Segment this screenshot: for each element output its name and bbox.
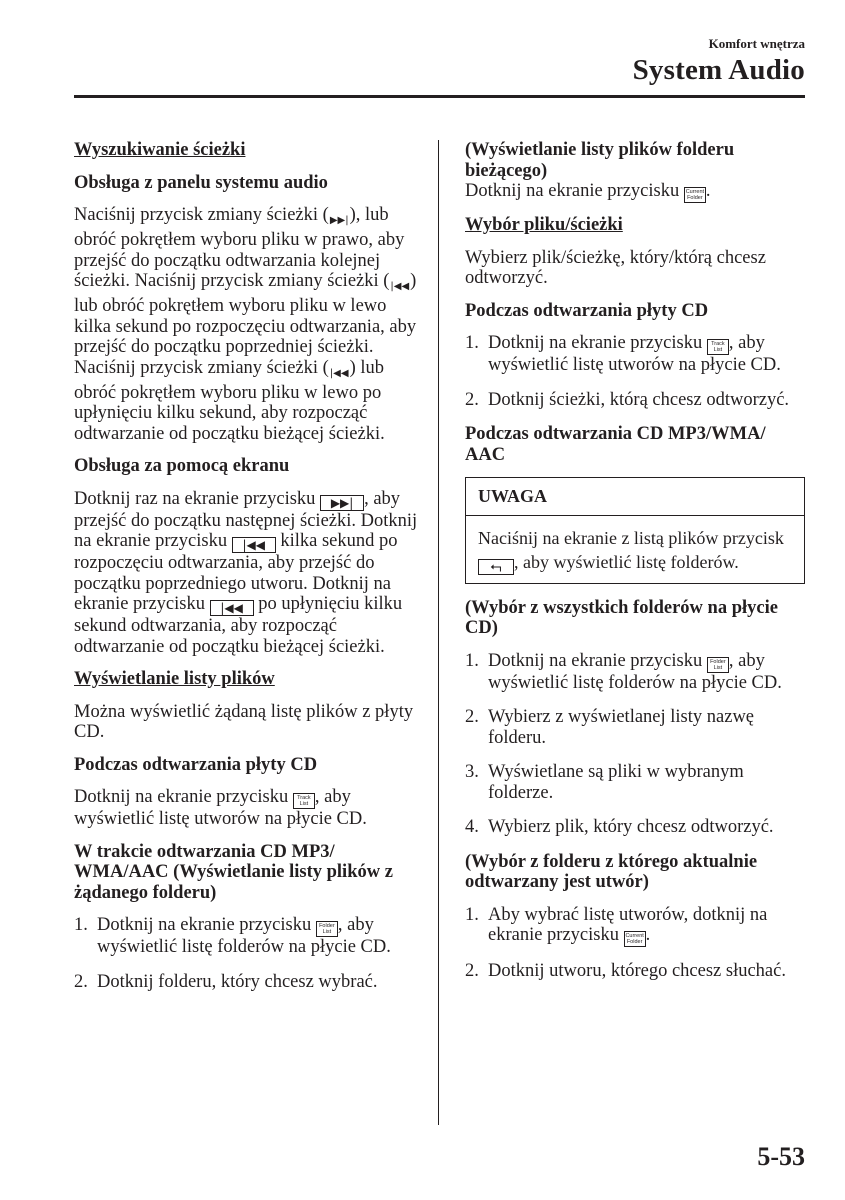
heading-track-search: Wyszukiwanie ścieżki: [74, 140, 246, 160]
note-box: [465, 477, 805, 584]
heading-cd-playback-right: Podczas odtwarzania płyty CD: [465, 300, 709, 321]
prev-track-icon: |◀◀: [390, 281, 410, 292]
list-item: 3. Wyświetlane są pliki w wybranym folderze.: [465, 762, 744, 803]
paragraph-file-list: Można wyświetlić żądaną listę plików z płyty CD.: [74, 701, 414, 742]
list-item: 2. Dotknij ścieżki, którą chcesz odtworzyć.: [465, 389, 790, 410]
heading-file-selection: Wybór pliku/ścieżki: [465, 215, 623, 235]
paragraph-panel-operation: Naciśnij przycisk zmiany ścieżki (▶▶|), lub obróć pokrętłem wyboru pliku w prawo, aby przejść do początku odtwarzania kolejnej ścieżki. Naciśnij przycisk zmiany ścieżki (|◀◀) lub obróć pokrętłem wyboru pliku w lewo kilka sekund po rozpoczęciu odtwarzania, aby przejść do początku poprzedniej ścieżki. Naciśnij przycisk zmiany ścieżki (|◀◀) lub obróć pokrętłem wyboru pliku w lewo po upłynięciu kilku sekund, aby rozpocząć odtwarzanie od początku bieżącej ścieżki.: [74, 205, 417, 444]
next-track-button-icon: ▶▶|: [320, 495, 364, 511]
list-item: 2. Dotknij folderu, który chcesz wybrać.: [74, 971, 378, 992]
steps-list: [465, 905, 805, 982]
left-column: [74, 140, 424, 1006]
list-item: 1. Dotknij na ekranie przycisku Folder List , aby wyświetlić listę folderów na płycie CD.: [74, 915, 391, 957]
heading-mp3-playback: Podczas odtwarzania CD MP3/WMA/ AAC: [465, 424, 766, 465]
list-item: 1. Aby wybrać listę utworów, dotknij na ekranie przycisku Current Folder .: [465, 904, 768, 945]
paragraph-current-folder: Dotknij na ekranie przycisku Current Folder .: [465, 181, 711, 201]
folder-list-icon: Folder List: [316, 921, 338, 937]
current-folder-icon: Current Folder: [625, 933, 644, 945]
track-list-icon: Track List: [293, 793, 315, 809]
note-title: UWAGA: [466, 478, 804, 516]
paragraph-file-selection: Wybierz plik/ścieżkę, który/którą chcesz odtworzyć.: [465, 247, 766, 288]
page-title: System Audio: [632, 54, 805, 86]
steps-list: [465, 333, 805, 410]
column-divider: [438, 140, 439, 1125]
section-label: Komfort wnętrza: [708, 36, 805, 51]
prev-track-icon: |◀◀: [329, 367, 349, 379]
right-column: [465, 140, 805, 996]
heading-file-list: Wyświetlanie listy plików: [74, 669, 275, 689]
header-rule: [74, 95, 805, 98]
heading-current-folder-select: (Wybór z folderu z którego aktualnie odtwarzany jest utwór): [465, 851, 758, 892]
note-body: Naciśnij na ekranie z listą plików przycisk ⮢ , aby wyświetlić listę folderów.: [478, 527, 784, 575]
list-item: 1. Dotknij na ekranie przycisku Folder List , aby wyświetlić listę folderów na płycie CD.: [465, 650, 782, 693]
list-item: 1. Dotknij na ekranie przycisku Track List , aby wyświetlić listę utworów na płycie CD.: [465, 333, 781, 375]
heading-current-folder-list: (Wyświetlanie listy plików folderu bieżącego): [465, 140, 735, 181]
heading-mp3-folder: W trakcie odtwarzania CD MP3/ WMA/AAC (Wyświetlanie listy plików z żądanego folderu): [74, 841, 393, 903]
steps-list: [465, 651, 805, 838]
heading-panel-operation: Obsługa z panelu systemu audio: [74, 172, 328, 193]
list-item: 2. Dotknij utworu, którego chcesz słuchać.: [465, 961, 786, 981]
list-item: 4. Wybierz plik, który chcesz odtworzyć.: [465, 817, 774, 837]
folder-list-icon: Folder List: [707, 657, 729, 673]
prev-track-button-icon: |◀◀: [232, 537, 276, 553]
track-list-icon: Track List: [707, 339, 729, 355]
heading-screen-operation: Obsługa za pomocą ekranu: [74, 456, 290, 476]
next-track-icon: ▶▶|: [329, 215, 349, 226]
heading-cd-playback: Podczas odtwarzania płyty CD: [74, 754, 318, 775]
page-number: 5-53: [757, 1142, 805, 1171]
heading-all-folders: (Wybór z wszystkich folderów na płycie CD): [465, 597, 778, 638]
prev-track-button-icon: |◀◀: [210, 600, 254, 616]
steps-list: [74, 915, 424, 992]
back-arrow-icon: ⮢: [478, 559, 514, 575]
paragraph-screen-operation: Dotknij raz na ekranie przycisku ▶▶| , aby przejść do początku następnej ścieżki. Dotknij na ekranie przycisku |◀◀ kilka sekund po rozpoczęciu odtwarzania, aby przejść do początku poprzedniego utworu. Dotknij na ekranie przycisku |◀◀ po upłynięciu kilku sekund odtwarzania, aby rozpocząć odtwarzanie od początku bieżącej ścieżki.: [74, 488, 418, 657]
list-item: 2. Wybierz z wyświetlanej listy nazwę folderu.: [465, 707, 755, 748]
current-folder-icon: Current Folder: [685, 189, 705, 201]
paragraph-cd-playback: Dotknij na ekranie przycisku Track List , aby wyświetlić listę utworów na płycie CD.: [74, 787, 367, 829]
